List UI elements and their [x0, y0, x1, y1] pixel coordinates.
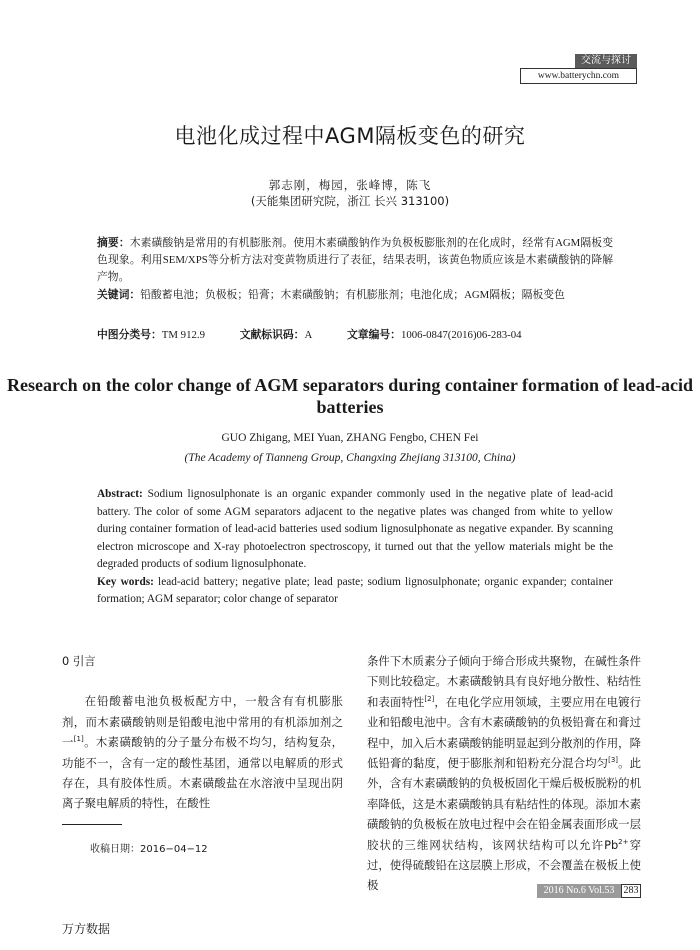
body-right-column: [367, 651, 641, 896]
received-date: 收稿日期：2016−04−12: [90, 844, 208, 855]
source-watermark: 万方数据: [62, 922, 111, 936]
chinese-abstract-block: [97, 234, 613, 304]
clc-value: TM 912.9: [161, 329, 205, 341]
chinese-keywords: [97, 286, 613, 304]
english-keywords: [97, 574, 613, 609]
section-heading: 0 引言: [62, 654, 96, 668]
chinese-title: 电池化成过程中AGM隔板变色的研究: [174, 124, 526, 148]
english-keywords-label: Key words:: [97, 575, 154, 588]
chinese-authors: 郭志刚，梅园，张峰博，陈飞: [268, 180, 432, 192]
english-abstract-label: Abstract:: [97, 488, 143, 500]
article-no-value: 1006-0847(2016)06-283-04: [400, 329, 522, 341]
chinese-affiliation: (天能集团研究院，浙江 长兴 313100): [250, 194, 450, 208]
english-affiliation: (The Academy of Tianneng Group, Changxing Zhejiang 313100, China): [184, 452, 516, 464]
column-tag: 交流与探讨: [575, 54, 637, 68]
intro-paragraph-left: 在铅酸蓄电池负极板配方中，一般含有有机膨胀剂，而木素磺酸钠则是铅酸电池中常用的有机添加剂之一[1]。木素磺酸钠的分子量分布极不均匀，结构复杂，功能不一，含有一定的酸性基团，通常以电解质的形式存在，具有胶体性质。木素磺酸盐在水溶液中呈现出阴离子聚电解质的特性，在酸性: [62, 694, 343, 811]
citation-2[interactable]: [2]: [424, 695, 435, 704]
chinese-abstract-text: 木素磺酸钠是常用的有机膨胀剂。使用木素磺酸钠作为负极板膨胀剂的在化成时，经常有AGM隔板变色现象。利用SEM/XPS等分析方法对变黄物质进行了表征，结果表明，该黄色物质应该是木素磺酸钠的降解产物。: [97, 237, 614, 283]
website-link[interactable]: www.batterychn.com: [520, 68, 637, 84]
article-no-label: 文章编号：: [346, 328, 401, 341]
english-title: Research on the color change of AGM separators during container formation of lead-acid batteries: [7, 375, 693, 417]
citation-1[interactable]: [1]: [73, 735, 84, 744]
chinese-keywords-text: 铅酸蓄电池；负极板；铅膏；木素磺酸钠；有机膨胀剂；电池化成；AGM隔板；隔板变色: [140, 289, 565, 301]
footnote-divider: [62, 824, 122, 825]
intro-paragraph-right: 条件下木质素分子倾向于缔合形成共聚物，在碱性条件下则比较稳定。木素磺酸钠具有良好地分散性、粘结性和表面特性[2]，在电化学应用领域，主要应用在电镀行业和铅酸电池中。含有木素磺酸钠的负极铅膏在和膏过程中，加入后木素磺酸钠能明显起到分散剂的作用，降低铅膏的黏度，便于膨胀剂和铅粉充分混合均匀[3]。此外，含有木素磺酸钠的负极板固化干燥后极板脱粉的机率降低，这是木素磺酸钠具有粘结性的体现。添加木素磺酸钠的负极板在放电过程中会在铅金属表面形成一层胶状的三维网状结构，该网状结构可以允许$Pb^{2+}$穿过，使得硫酸铅在这层膜上形成，不会覆盖在极板上使极: [367, 654, 641, 893]
english-abstract-text: Sodium lignosulphonate is an organic expander commonly used in the negative plate of lead-acid battery. The color of some AGM separators adjacent to the negative plates was changed from white to yellow during container formation of lead-acid batteries used sodium lignosulphonate as negative expander. By scanning electron microscope and X-ray photoelectron spectroscopy, it turned out that the yellow materials might be the degraded products of sodium lignosulphonate.: [97, 488, 613, 570]
doc-code-label: 文献标识码：: [239, 328, 305, 341]
page-number: 283: [621, 884, 641, 898]
chinese-abstract: [97, 234, 613, 286]
english-keywords-text: lead-acid battery; negative plate; lead paste; sodium lignosulphonate; organic expander; container formation; AGM separator; color change of separator: [97, 575, 613, 605]
english-abstract-block: [97, 486, 613, 609]
english-authors: GUO Zhigang, MEI Yuan, ZHANG Fengbo, CHEN Fei: [221, 432, 479, 444]
clc-label: 中图分类号：: [97, 328, 162, 341]
chinese-abstract-label: 摘要：: [97, 236, 130, 249]
issue-info: 2016 No.6 Vol.53: [537, 884, 621, 898]
superscript-charge: 2+: [618, 837, 629, 846]
classification-line: [97, 327, 554, 342]
chinese-keywords-label: 关键词：: [97, 288, 141, 301]
body-left-column: [62, 651, 343, 814]
english-abstract: [97, 486, 613, 574]
doc-code-value: A: [304, 329, 313, 341]
citation-3[interactable]: [3]: [608, 756, 619, 765]
